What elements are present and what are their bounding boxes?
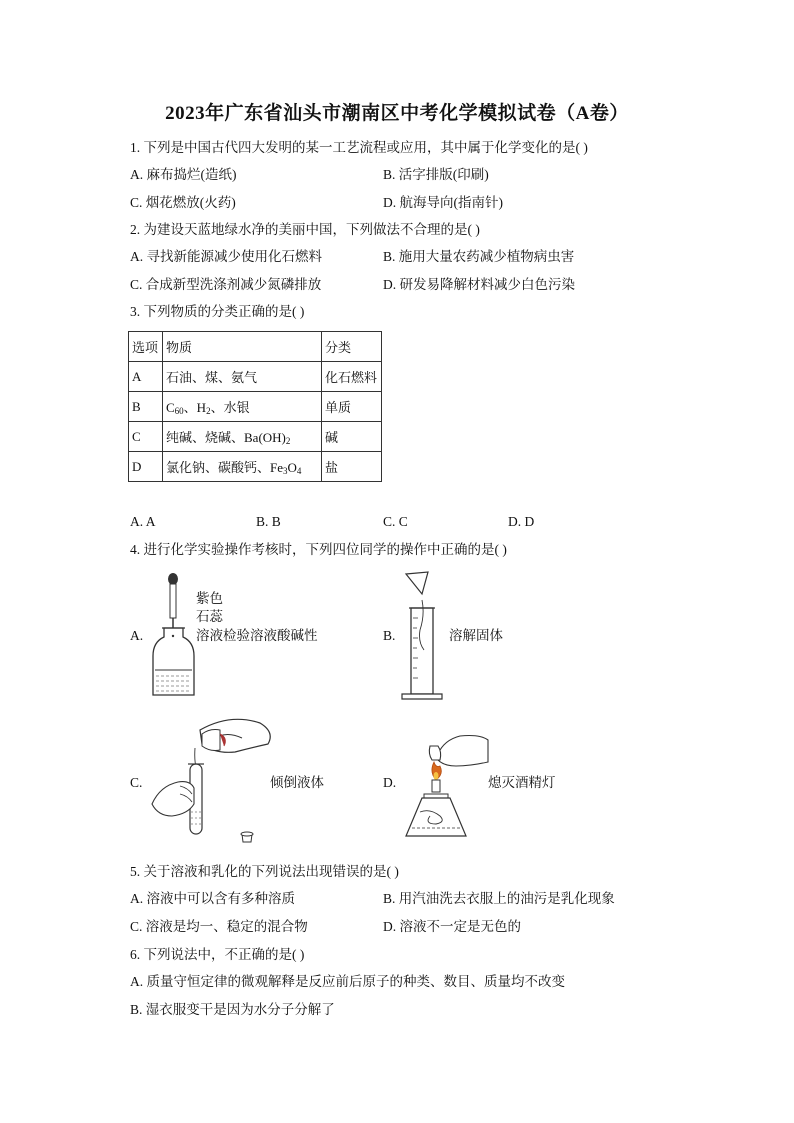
q2-stem: 2. 为建设天蓝地绿水净的美丽中国，下列做法不合理的是( ) (130, 222, 480, 237)
table-cell: C (129, 422, 163, 452)
table-cell: 石油、煤、氨气 (163, 362, 322, 392)
q2-option-d: D. 研发易降解材料减少白色污染 (383, 277, 575, 292)
q1-option-d: D. 航海导向(指南针) (383, 195, 503, 210)
q1-option-b: B. 活字排版(印刷) (383, 167, 489, 182)
page-title: 2023年广东省汕头市潮南区中考化学模拟试卷（A卷） (165, 103, 629, 124)
table-header-row (129, 332, 382, 362)
table-row (129, 422, 382, 452)
q2-option-a: A. 寻找新能源减少使用化石燃料 (130, 249, 322, 264)
q5-option-c: C. 溶液是均一、稳定的混合物 (130, 919, 308, 934)
q4-option-c-caption: 倾倒液体 (270, 775, 324, 790)
table-row (129, 452, 382, 482)
litmus-label-1: 紫色 (196, 591, 223, 606)
q5-option-a: A. 溶液中可以含有多种溶质 (130, 891, 295, 906)
q4-option-a-caption: 溶液检验溶液酸碱性 (196, 628, 318, 643)
q2-option-c: C. 合成新型洗涤剂减少氮磷排放 (130, 277, 322, 292)
q1-option-c: C. 烟花燃放(火药) (130, 195, 236, 210)
q6-option-a: A. 质量守恒定律的微观解释是反应前后原子的种类、数目、质量均不改变 (130, 974, 565, 989)
table-header-cell: 分类 (322, 332, 382, 362)
q4-stem: 4. 进行化学实验操作考核时，下列四位同学的操作中正确的是( ) (130, 542, 507, 557)
q4-option-b-caption: 溶解固体 (449, 628, 503, 643)
table-cell: D (129, 452, 163, 482)
q5-option-b: B. 用汽油洗去衣服上的油污是乳化现象 (383, 891, 615, 906)
classification-table (128, 331, 382, 482)
q4-option-b-letter: B. (383, 628, 396, 643)
q1-stem: 1. 下列是中国古代四大发明的某一工艺流程或应用，其中属于化学变化的是( ) (130, 140, 588, 155)
q4-option-d-caption: 熄灭酒精灯 (488, 775, 556, 790)
q3-stem: 3. 下列物质的分类正确的是( ) (130, 304, 305, 319)
table-header-cell: 物质 (163, 332, 322, 362)
q5-option-d: D. 溶液不一定是无色的 (383, 919, 521, 934)
q4-option-c-letter: C. (130, 775, 143, 790)
alcohol-lamp-figure (400, 732, 490, 850)
q4-option-d-letter: D. (383, 775, 397, 790)
q3-option-a: A. A (130, 514, 156, 529)
q3-option-c: C. C (383, 514, 408, 529)
table-cell: 碱 (322, 422, 382, 452)
q6-stem: 6. 下列说法中，不正确的是( ) (130, 947, 305, 962)
q6-option-b: B. 湿衣服变干是因为水分子分解了 (130, 1002, 335, 1017)
table-cell: A (129, 362, 163, 392)
table-cell: 单质 (322, 392, 382, 422)
q1-option-a: A. 麻布捣烂(造纸) (130, 167, 237, 182)
table-cell: $C_{60}$、$H_2$、水银 (163, 392, 322, 422)
table-header-cell: 选项 (129, 332, 163, 362)
table-cell: 盐 (322, 452, 382, 482)
table-row (129, 362, 382, 392)
table-cell: 氯化钠、碳酸钙、$Fe_3O_4$ (163, 452, 322, 482)
q3-option-b: B. B (256, 514, 281, 529)
q3-option-d: D. D (508, 514, 535, 529)
litmus-label-2: 石蕊 (196, 609, 223, 624)
table-row (129, 392, 382, 422)
graduated-cylinder-figure (398, 570, 448, 702)
q5-stem: 5. 关于溶液和乳化的下列说法出现错误的是( ) (130, 864, 399, 879)
table-cell: B (129, 392, 163, 422)
dropper-flask-figure (150, 570, 200, 700)
table-cell: 化石燃料 (322, 362, 382, 392)
q4-option-a-letter: A. (130, 628, 144, 643)
pouring-liquid-figure (150, 708, 280, 850)
q2-option-b: B. 施用大量农药减少植物病虫害 (383, 249, 575, 264)
table-cell: 纯碱、烧碱、$Ba(OH)_2$ (163, 422, 322, 452)
